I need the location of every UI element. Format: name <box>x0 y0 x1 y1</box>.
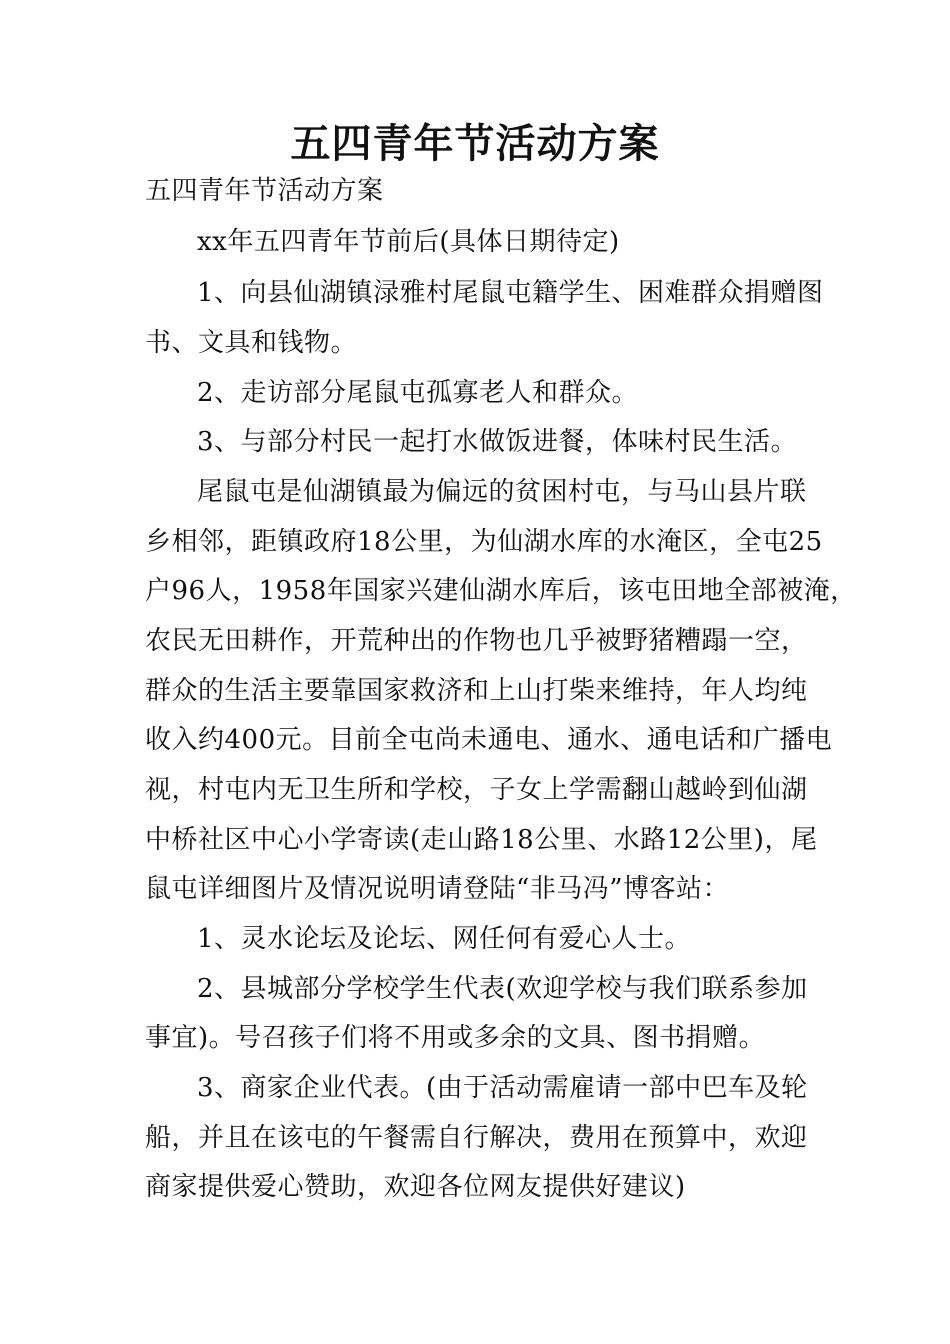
paragraph-line: 事宜)。号召孩子们将不用或多余的文具、图书捐赠。 <box>145 1023 766 1053</box>
paragraph-line: 户96人，1958年国家兴建仙湖水库后，该屯田地全部被淹， <box>145 576 857 606</box>
paragraph-line: 农民无田耕作，开荒种出的作物也几乎被野猪糟蹋一空， <box>145 626 808 656</box>
paragraph-line: 收入约400元。目前全屯尚未通电、通水、通电话和广播电 <box>145 725 833 755</box>
paragraph-line: 视，村屯内无卫生所和学校，子女上学需翻山越岭到仙湖 <box>145 775 808 805</box>
paragraph-line: 3、与部分村民一起打水做饭进餐，体味村民生活。 <box>197 427 798 457</box>
paragraph-line: 1、向县仙湖镇渌雅村尾鼠屯籍学生、困难群众捐赠图 <box>197 278 824 308</box>
paragraph-line: 书、文具和钱物。 <box>145 328 358 358</box>
paragraph-line: 乡相邻，距镇政府18公里，为仙湖水库的水淹区，全屯25 <box>145 527 823 557</box>
paragraph-line: 鼠屯详细图片及情况说明请登陆“非马冯”博客站： <box>145 874 730 904</box>
paragraph-line: 2、走访部分尾鼠屯孤寡老人和群众。 <box>197 378 639 408</box>
paragraph-line: 群众的生活主要靠国家救济和上山打柴来维持，年人均纯 <box>145 676 808 706</box>
paragraph-line: 1、灵水论坛及论坛、网任何有爱心人士。 <box>197 924 692 954</box>
paragraph-line: 商家提供爱心赞助，欢迎各位网友提供好建议) <box>145 1172 686 1202</box>
paragraph-line: 3、商家企业代表。(由于活动需雇请一部中巴车及轮 <box>197 1073 808 1103</box>
page-title: 五四青年节活动方案 <box>290 120 660 167</box>
subtitle-line: 五四青年节活动方案 <box>145 176 384 206</box>
paragraph-line: 尾鼠屯是仙湖镇最为偏远的贫困村屯，与马山县片联 <box>197 477 807 507</box>
paragraph-line: 船，并且在该屯的午餐需自行解决，费用在预算中，欢迎 <box>145 1123 808 1153</box>
paragraph-line: 中桥社区中心小学寄读(走山路18公里、水路12公里)，尾 <box>145 825 818 855</box>
paragraph-line: 2、县城部分学校学生代表(欢迎学校与我们联系参加 <box>197 974 808 1004</box>
paragraph-line: xx年五四青年节前后(具体日期待定) <box>197 227 620 257</box>
